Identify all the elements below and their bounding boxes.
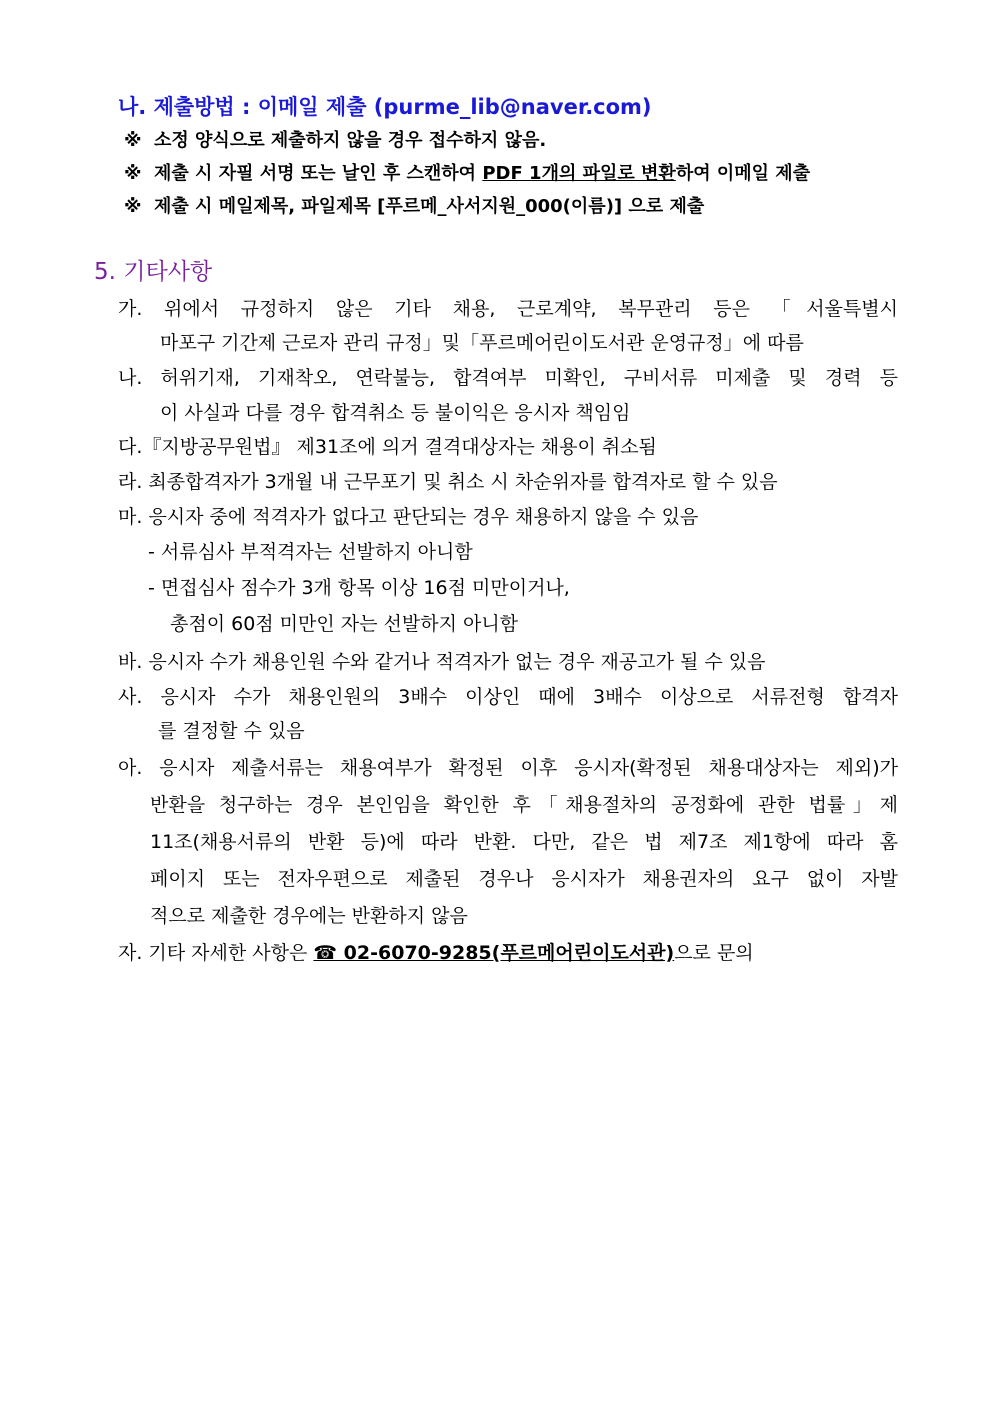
section-title: 5. 기타사항 — [94, 259, 213, 285]
note-text: 제출 시 자필 서명 또는 날인 후 스캔하여 — [154, 163, 483, 184]
note-text: 소정 양식으로 제출하지 않을 경우 접수하지 않음. — [154, 130, 547, 151]
note-underlined-text: PDF 1개의 파일로 변환 — [482, 163, 676, 184]
item-ma-sub1: - 서류심사 부적격자는 선발하지 아니함 — [148, 541, 473, 563]
item-ma: 마. 응시자 중에 적격자가 없다고 판단되는 경우 채용하지 않을 수 있음 — [118, 506, 699, 528]
item-ja — [118, 938, 754, 965]
reference-mark: ※ — [124, 163, 142, 184]
item-da: 다.『지방공무원법』 제31조에 의거 결격대상자는 채용이 취소됨 — [118, 436, 657, 458]
item-a-line1: 아. 응시자 제출서류는 채용여부가 확정된 이후 응시자(확정된 채용대상자는 제외)가 — [118, 757, 898, 779]
note-text: 제출 시 메일제목, 파일제목 [푸르메_사서지원_000(이름)] 으로 제출 — [154, 196, 705, 217]
item-ja-text: 으로 문의 — [674, 942, 754, 964]
item-a-line3: 11조(채용서류의 반환 등)에 따라 반환. 다만, 같은 법 제7조 제1항에 따라 홈 — [150, 831, 898, 853]
item-ga-line2: 마포구 기간제 근로자 관리 규정」및「푸르메어린이도서관 운영규정」에 따름 — [160, 332, 804, 354]
item-na-line1: 나. 허위기재, 기재착오, 연락불능, 합격여부 미확인, 구비서류 미제출 및 경력 등 — [118, 367, 898, 389]
reference-mark: ※ — [124, 130, 142, 151]
item-ga-line1: 가. 위에서 규정하지 않은 기타 채용, 근로계약, 복무관리 등은 「서울특별시 — [118, 298, 898, 320]
item-sa-line2: 를 결정할 수 있음 — [158, 720, 305, 742]
note-mail-title — [124, 192, 704, 218]
note-text: 하여 이메일 제출 — [675, 163, 811, 184]
item-sa-line1: 사. 응시자 수가 채용인원의 3배수 이상인 때에 3배수 이상으로 서류전형 합격자 — [118, 686, 898, 708]
item-ma-sub2-line2: 총점이 60점 미만인 자는 선발하지 아니함 — [170, 613, 519, 635]
reference-mark: ※ — [124, 196, 142, 217]
item-a-line4: 페이지 또는 전자우편으로 제출된 경우나 응시자가 채용권자의 요구 없이 자발 — [150, 868, 898, 890]
item-ra: 라. 최종합격자가 3개월 내 근무포기 및 취소 시 차순위자를 합격자로 할 수 있음 — [118, 471, 778, 493]
item-na-line2: 이 사실과 다를 경우 합격취소 등 불이익은 응시자 책임임 — [160, 402, 631, 424]
submission-method-heading: 나. 제출방법 : 이메일 제출 (purme_lib@naver.com) — [118, 95, 652, 119]
note-form-requirement — [124, 126, 546, 152]
item-a-line5: 적으로 제출한 경우에는 반환하지 않음 — [150, 905, 468, 927]
item-ma-sub2-line1: - 면접심사 점수가 3개 항목 이상 16점 미만이거나, — [148, 577, 570, 599]
item-ja-text: 자. 기타 자세한 사항은 — [118, 942, 314, 964]
item-a-line2: 반환을 청구하는 경우 본인임을 확인한 후「채용절차의 공정화에 관한 법률」제 — [150, 794, 898, 816]
note-pdf-requirement — [124, 159, 810, 185]
contact-phone[interactable]: ☎ 02-6070-9285(푸르메어린이도서관) — [313, 942, 675, 964]
item-ba: 바. 응시자 수가 채용인원 수와 같거나 적격자가 없는 경우 재공고가 될 수 있음 — [118, 651, 766, 673]
